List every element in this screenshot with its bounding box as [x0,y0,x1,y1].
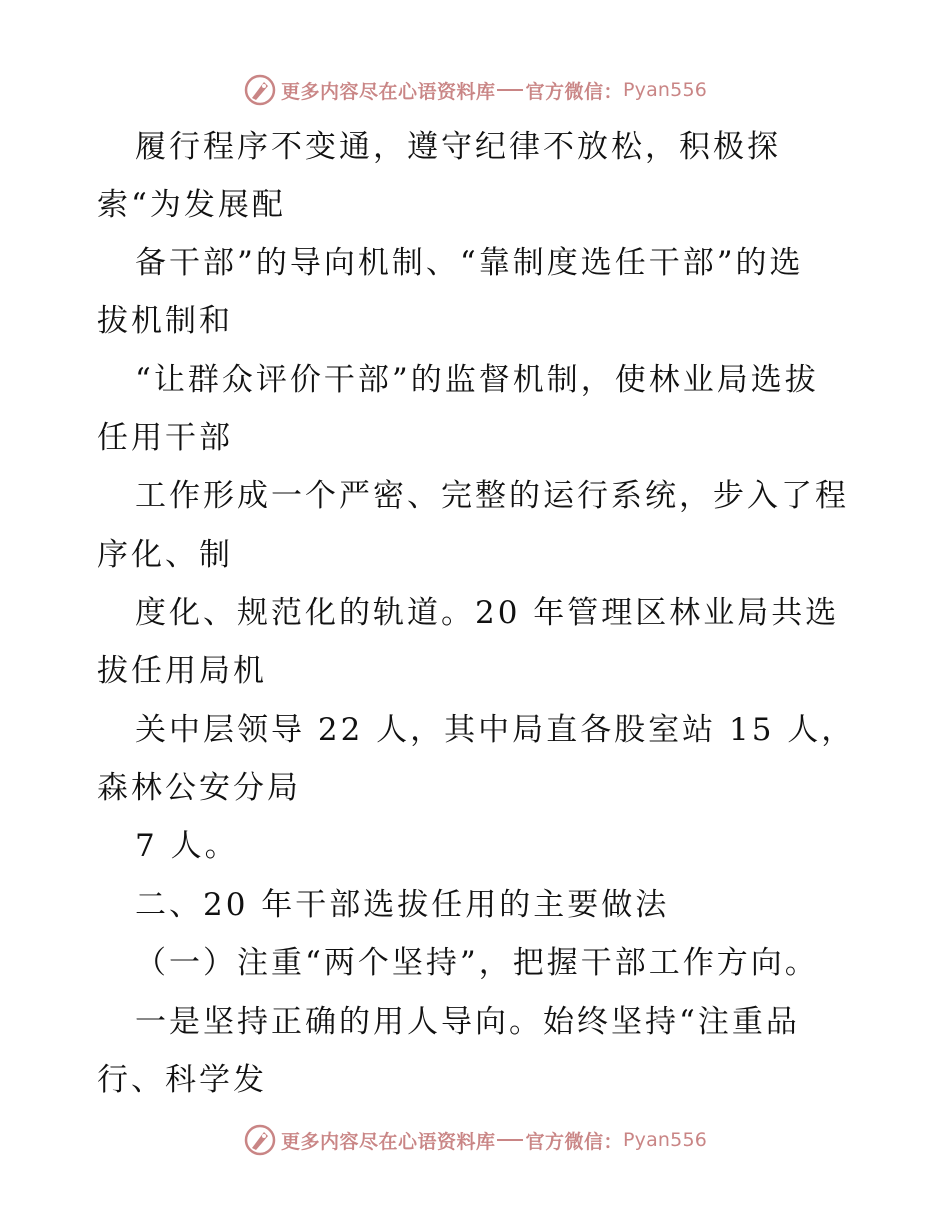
pen-nib-logo-icon [243,1123,277,1157]
footer-watermark-banner [0,1120,950,1160]
banner-main-text: 更多内容尽在心语资料库 [280,1130,496,1153]
body-line: 7 人。 [135,828,239,864]
body-line: “让群众评价干部”的监督机制，使林业局选拔 [135,362,819,398]
body-line: 任用干部 [97,420,233,456]
banner-separator [497,1139,523,1141]
banner-separator [497,89,523,91]
body-line: 备干部”的导向机制、“靠制度选任干部”的选 [135,245,804,281]
subsection-heading: （一）注重“两个坚持”，把握干部工作方向。 [135,945,819,981]
body-line: 一是坚持正确的用人导向。始终坚持“注重品 [135,1004,800,1040]
banner-account-label: 官方微信： [525,80,623,103]
body-line: 关中层领导 22 人，其中局直各股室站 15 人， [135,712,856,748]
body-line: 履行程序不变通，遵守纪律不放松，积极探 [135,129,781,165]
body-line: 序化、制 [97,537,233,573]
banner-account-id: Pyan556 [622,79,708,101]
banner-account-id: Pyan556 [622,1129,708,1151]
pen-nib-logo-icon [243,73,277,107]
header-watermark-banner [0,70,950,110]
body-line: 森林公安分局 [97,770,301,806]
body-line: 行、科学发 [97,1062,267,1098]
body-line: 拔机制和 [97,303,233,339]
banner-account-label: 官方微信： [525,1130,623,1153]
section-heading: 二、20 年干部选拔任用的主要做法 [135,887,670,923]
body-line: 度化、规范化的轨道。20 年管理区林业局共选 [135,595,840,631]
body-line: 索“为发展配 [97,187,286,223]
body-line: 工作形成一个严密、完整的运行系统，步入了程 [135,478,849,514]
banner-main-text: 更多内容尽在心语资料库 [280,80,496,103]
body-line: 拔任用局机 [97,653,267,689]
